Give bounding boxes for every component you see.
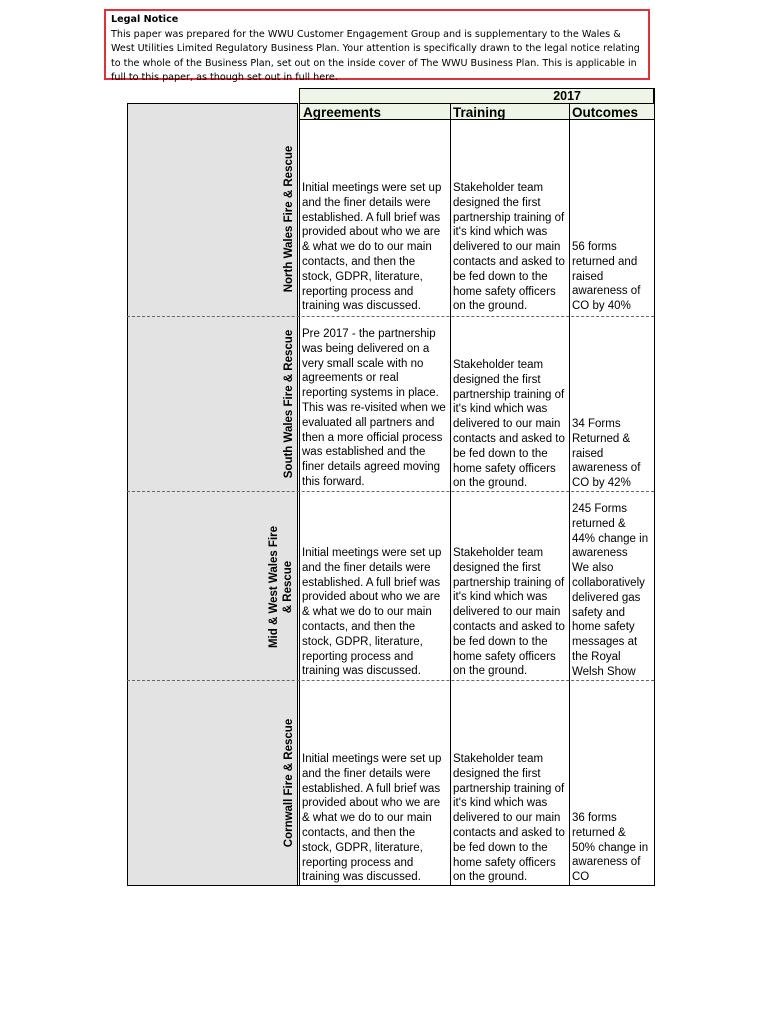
- cell-cornwall-agreements: Initial meetings were set up and the finer details were established. A full brief was provided about who we are & what we do to our main contacts, and then the stock, GDPR, literature, reporting process and training was discussed.: [302, 753, 442, 884]
- row-label-south-wales: South Wales Fire & Rescue: [283, 329, 295, 479]
- cell-cornwall-training: Stakeholder team designed the first partnership training of it's kind which was delivered to our main contacts and asked to be fed down to the home safety officers on the ground.: [453, 753, 565, 884]
- row-divider: [127, 491, 654, 492]
- cell-north-wales-training: Stakeholder team designed the first partnership training of it's kind which was delivered to our main contacts and asked to be fed down to the home safety officers on the ground.: [453, 182, 565, 313]
- cell-north-wales-outcomes: 56 forms returned and raised awareness of CO by 40%: [572, 241, 641, 313]
- row-label-mid-west-wales: Mid & West Wales Fire & Rescue: [268, 525, 294, 649]
- row-divider: [127, 316, 654, 317]
- header-outcomes: Outcomes: [569, 103, 654, 120]
- cell-south-wales-training: Stakeholder team designed the first partnership training of it's kind which was delivered to our main contacts and asked to be fed down to the home safety officers on the ground.: [453, 359, 565, 490]
- cell-mid-west-wales-outcomes: 245 Forms returned & 44% change in awareness We also collaboratively delivered gas safety and home safety messages at the Royal Welsh Show: [572, 503, 649, 678]
- legal-notice-title: Legal Notice: [111, 14, 179, 25]
- header-agreements: Agreements: [300, 103, 450, 120]
- header-training: Training: [450, 103, 569, 120]
- cell-cornwall-outcomes: 36 forms returned & 50% change in awareness of CO: [572, 812, 649, 884]
- legal-notice-text: This paper was prepared for the WWU Customer Engagement Group and is supplementary to the Wales & West Utilities Limited Regulatory Business Plan. Your attention is specifically drawn to the legal notice relating to the whole of the Business Plan, set out on the inside cover of The WWU Business Plan. This is applicable in full to this paper, as though set out in full here.: [111, 28, 640, 83]
- row-label-column: [127, 103, 298, 886]
- year-header: 2017: [300, 88, 654, 103]
- row-divider: [127, 680, 654, 681]
- cell-mid-west-wales-training: Stakeholder team designed the first partnership training of it's kind which was delivered to our main contacts and asked to be fed down to the home safety officers on the ground.: [453, 547, 565, 678]
- row-label-north-wales: North Wales Fire & Rescue: [283, 145, 295, 293]
- row-label-cornwall: Cornwall Fire & Rescue: [283, 718, 295, 848]
- cell-south-wales-agreements: Pre 2017 - the partnership was being delivered on a very small scale with no agreements or real reporting systems in place. This was re-visited when we evaluated all partners and then a more official process was established and the finer details agreed moving this forward.: [302, 328, 446, 488]
- cell-south-wales-outcomes: 34 Forms Returned & raised awareness of CO by 42%: [572, 418, 641, 490]
- cell-mid-west-wales-agreements: Initial meetings were set up and the finer details were established. A full brief was provided about who we are & what we do to our main contacts, and then the stock, GDPR, literature, reporting process and training was discussed.: [302, 547, 442, 678]
- cell-north-wales-agreements: Initial meetings were set up and the finer details were established. A full brief was provided about who we are & what we do to our main contacts, and then the stock, GDPR, literature, reporting process and training was discussed.: [302, 182, 442, 313]
